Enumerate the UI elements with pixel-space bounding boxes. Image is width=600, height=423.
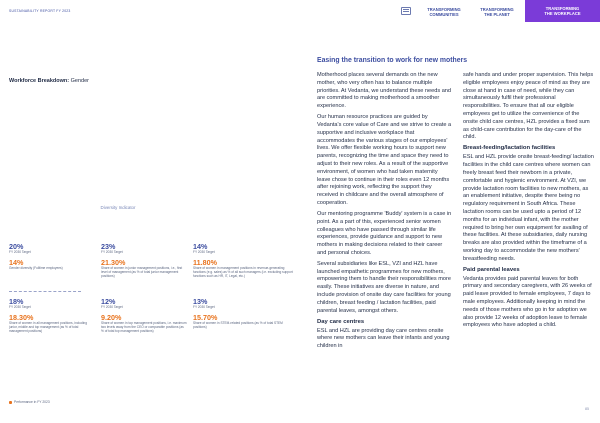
subheading-daycare: Day care centres <box>317 318 365 325</box>
target-label: FY 2030 Target <box>9 250 31 254</box>
target-stat <box>101 297 181 310</box>
menu-icon[interactable] <box>401 7 411 15</box>
nav-tab-line2: COMMUNITIES <box>429 12 459 17</box>
subheading-lactation: Breast-feeding/lactation facilities <box>463 145 556 152</box>
target-label: FY 2030 Target <box>9 305 31 309</box>
performance-desc: Gender diversity (Fulltime employees) <box>9 266 63 270</box>
nav-tab-line1: TRANSFORMING <box>427 7 461 12</box>
nav-tab-communities[interactable] <box>418 5 470 19</box>
target-stat <box>9 297 89 310</box>
legend-label: Performance in FY 2023 <box>14 400 50 404</box>
page-number: 85 <box>585 407 589 411</box>
performance-value: 9.20% <box>101 313 122 322</box>
performance-desc: Share of women in top management positions, i.e. maximum two levels away from the CEO or comparable positions (as % of total top management positions) <box>101 321 187 333</box>
target-label: FY 2030 Target <box>101 250 123 254</box>
legend-swatch <box>9 401 12 404</box>
nav-tab-workplace[interactable] <box>525 0 600 22</box>
body-column-2 <box>463 72 595 333</box>
diversity-indicator-label: Diversity Indicator <box>100 205 136 210</box>
target-label: FY 2030 Target <box>193 250 215 254</box>
nav-tab-line1: TRANSFORMING <box>480 7 514 12</box>
target-stat <box>193 242 273 255</box>
paragraph: Our human resource practices are guided by Vedanta's core value of Care and we strive to create a supportive and inclusive workplace that accommodates the various stages of our employees' lives. We offer flexible working hours to support new parents, recognizing the time and space they need to adjust to their new roles. As a result of the supportive environment, of women who had taken maternity leave chose to continue in their roles even 12 months after rejoining work, reflecting the support they received in childcare and the overall atmosphere of cooperation. <box>317 114 452 206</box>
divider <box>9 291 81 292</box>
target-stat <box>193 297 273 310</box>
performance-stat <box>101 313 187 334</box>
target-stat <box>9 242 89 255</box>
target-value: 23% <box>101 242 116 251</box>
target-value: 12% <box>101 297 116 306</box>
target-stat <box>101 242 181 255</box>
performance-stat <box>9 258 91 271</box>
workforce-title-rest: Gender <box>69 78 89 84</box>
performance-value: 21.30% <box>101 258 126 267</box>
target-label: FY 2030 Target <box>193 305 215 309</box>
paragraph: safe hands and under proper supervision. This helps eligible employees enjoy peace of mind as they are close at hand in case of need, while they can simultaneously fulfil their professional responsibilities. To ensure that all our eligible employees get to utilize the convenience of the onsite child care centres, HZL provides a fixed sum as child-care contribution for the day-care of the child. <box>463 72 594 141</box>
workforce-title-bold: Workforce Breakdown: <box>9 78 70 84</box>
report-label: SUSTAINABILITY REPORT FY 2023 <box>9 9 71 13</box>
nav-tab-line1: TRANSFORMING <box>545 6 580 11</box>
target-value: 13% <box>193 297 208 306</box>
paragraph: Motherhood places several demands on the new mother, who very often has to balance multiple priorities. At Vedanta, we understand these needs and are committed to making motherhood a smoother experience. <box>317 72 452 110</box>
workforce-title <box>9 78 89 84</box>
section-title: Easing the transition to work for new mothers <box>317 57 468 64</box>
performance-desc: Share of women in junior management positions, i.e., first level of management (as % of total junior management positions) <box>101 266 183 278</box>
target-value: 20% <box>9 242 24 251</box>
target-label: FY 2030 Target <box>101 305 123 309</box>
target-value: 18% <box>9 297 24 306</box>
performance-desc: Share of women in management positions in revenue-generating functions (e.g. sales) as % of all such managers (i.e. excluding support functions such as HR, IT, Legal, etc.) <box>193 266 293 278</box>
paragraph: Several subsidiaries like ESL, VZI and HZL have launched empathetic programmes for new mothers, empowering them to handle their responsibilities more easily. These initiatives are diverse in nature, and include provision of onsite day care facilities for young children, breast feeding / lactation facilities, paid parental leaves, amongst others. <box>317 260 452 314</box>
performance-value: 14% <box>9 258 24 267</box>
target-value: 14% <box>193 242 208 251</box>
performance-desc: Share of women in STEM-related positions (as % of total STEM positions) <box>193 321 283 329</box>
nav-tab-line2: THE PLANET <box>484 12 510 17</box>
performance-stat <box>9 313 91 334</box>
paragraph: ESL and HZL provide onsite breast-feeding/ lactation facilities in the child care centres where women can freely breast feed their newborn in a private, comfortable and hygienic environment. At VZI, we provide lactation room facilities to new mothers, as an enablement initiative, despite there being no regulatory requirement in South Africa. These lactation rooms can be used upto a period of 12 months for an individual infant, with the mother required to bring her own equipment for availing of these facilities. At these subsidiaries, daily nursing breaks are also provided within the timeframe of a working day to accommodate the new mothers' breastfeeding needs. <box>463 154 594 262</box>
performance-stat <box>101 258 187 279</box>
performance-value: 11.80% <box>193 258 217 267</box>
performance-desc: Share of women in all management positions, including junior, middle and top management (as % of total management positions) <box>9 321 87 333</box>
paragraph: Our mentoring programme 'Buddy' system is a case in point. As a part of this, experienced senior women colleagues who have passed through similar life experiences, provide guidance and support to new mothers in making decisions related to their career and personal choices. <box>317 210 452 256</box>
performance-value: 18.30% <box>9 313 34 322</box>
performance-stat <box>193 313 293 330</box>
nav-tab-line2: THE WORKPLACE <box>544 11 581 16</box>
paragraph: Vedanta provides paid parental leaves for both primary and secondary caregivers, with 26 weeks of paid leave provided to female employees, 7 days to male employees. Additionally keeping in mind the needs of those mothers who go in for adoption we also provide 12 weeks of adoption leave to female employees who have adopted a child. <box>463 275 592 329</box>
performance-stat <box>193 258 293 279</box>
body-column-1 <box>317 72 452 354</box>
performance-value: 15.70% <box>193 313 218 322</box>
subheading-parental-leaves: Paid parental leaves <box>463 266 520 273</box>
nav-tab-planet[interactable] <box>472 5 522 19</box>
paragraph: ESL and HZL are providing day care centres onsite where new mothers can leave their infants and young children in <box>317 327 450 350</box>
